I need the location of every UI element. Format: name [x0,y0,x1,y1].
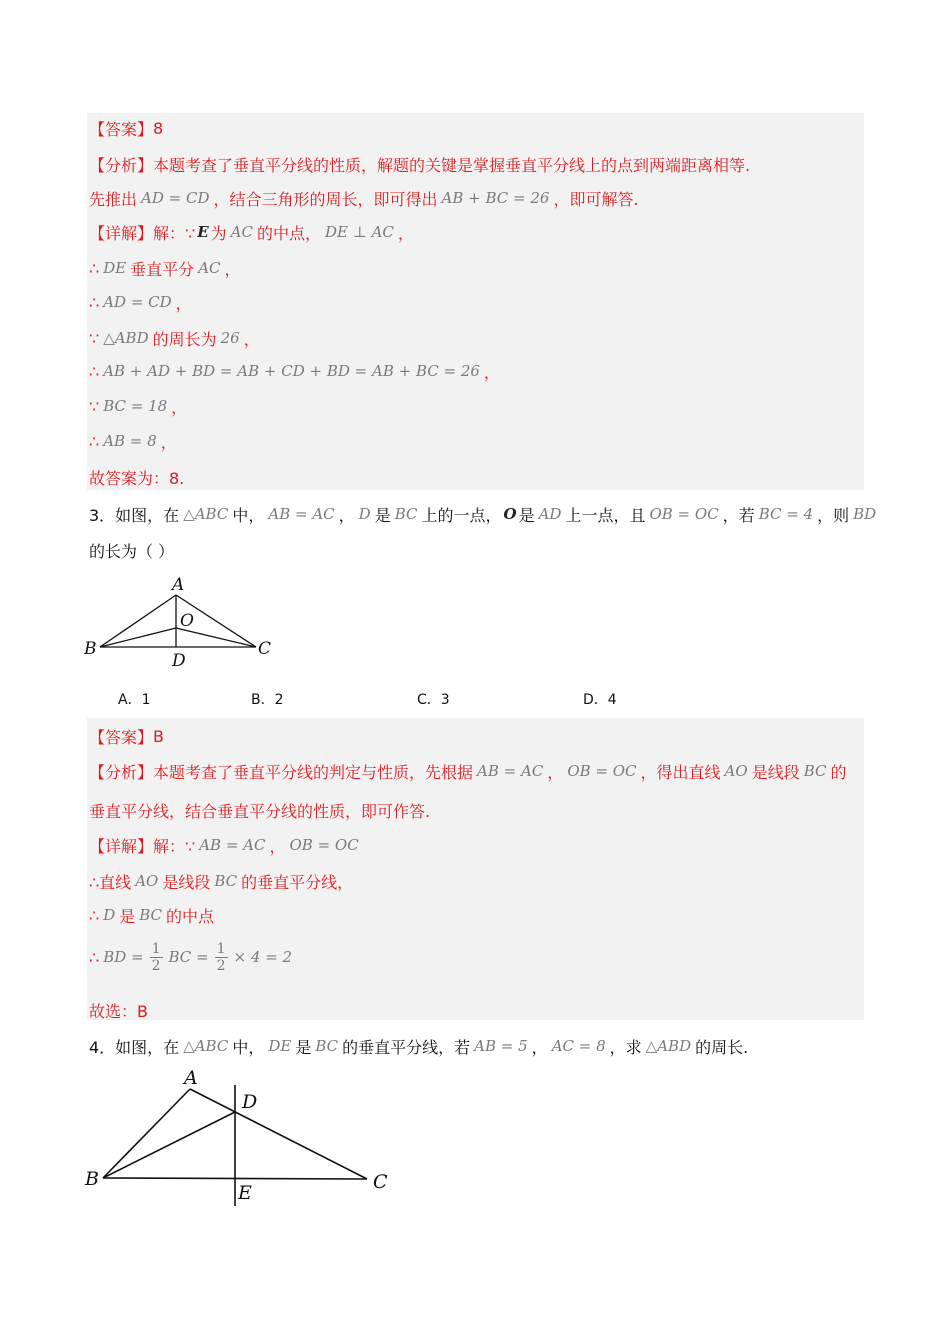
q3-triangle-figure [80,570,280,670]
text: 是 [518,505,535,525]
text: ， [243,329,260,349]
math-expression: BC = 4 [758,505,814,523]
math-expression: 26 [220,329,240,347]
math-expression: AB = AC [268,505,335,523]
q2-detail-step-5 [89,359,500,383]
math-expression: AB = AC [199,836,266,854]
math-expression: AB = 5 [474,1037,528,1055]
q3-detail-step-1 [89,833,363,857]
math-expression: AO [135,872,159,890]
text: 本题考查了垂直平分线的判定与性质，先根据 [153,762,474,782]
text: ∴ [89,905,100,925]
q2-detail-step-2 [89,256,241,280]
text: 的周长为 [152,329,217,349]
label-o: O [180,611,194,631]
text: ， [397,223,414,243]
option-a: A．1 [118,692,151,708]
text: 为 [210,223,227,243]
math-expression: AB = 8 [103,432,157,450]
math-expression: BD = [103,948,144,966]
math-expression: AO [724,762,748,780]
text: ∵ [89,328,100,348]
answer-value: B [153,726,164,746]
math-expression: OB = OC [567,762,637,780]
math-expression: E [197,223,209,241]
math-expression: O [503,505,517,523]
text: ， [531,1037,548,1057]
text: 是线段 [751,762,800,782]
q3-analysis-line-2 [89,798,430,822]
fraction-numerator: 1 [151,940,161,957]
text: 的中点 [166,906,215,926]
text: ∴ [89,947,100,967]
analysis-tag: 【分析】 [89,762,154,782]
math-expression: D [103,906,116,924]
text: ， [269,836,286,856]
fraction-denominator: 2 [216,957,226,974]
math-expression: × 4 = 2 [233,948,293,966]
text: 是 [374,505,391,525]
detail-tag: 【详解】 [89,223,154,243]
label-b: B [85,1168,99,1190]
fraction [215,941,228,974]
text: 上一点，且 [565,505,646,525]
math-expression: DE [268,1037,292,1055]
text: ， [175,293,192,313]
segment-ab [100,595,176,647]
math-expression: BC [214,872,238,890]
text: 中， [232,505,265,525]
analysis-tag: 【分析】 [89,155,154,175]
option-c: C．3 [417,692,450,708]
q3-detail-step-3 [89,903,214,927]
text: 垂直平分 [130,259,195,279]
text: 先推出 [89,189,138,209]
math-expression: BC [803,762,827,780]
text: ，若 [722,505,755,525]
option-b: B．2 [251,692,284,708]
text: 的垂直平分线，若 [342,1037,471,1057]
text: 上的一点， [421,505,502,525]
q4-stem-line [89,1034,748,1058]
q2-conclusion [89,465,184,489]
math-expression: BC = 18 [103,397,168,415]
text: ，即可解答. [553,189,639,209]
text: ∴ [89,431,100,451]
math-expression: AC [198,259,221,277]
text: ∴ [89,258,100,278]
text: 的长为（ ） [89,541,175,561]
q2-detail-step-6 [89,394,187,418]
option-d: D．4 [583,692,617,708]
text: ， [483,362,500,382]
q3-analysis-line [89,759,847,783]
fraction-denominator: 2 [151,957,161,974]
text: ，结合三角形的周长，即可得出 [213,189,438,209]
label-c: C [258,639,272,659]
text: ， [547,762,564,782]
text: 3．如图，在 [89,505,180,525]
text: 的 [830,762,847,782]
math-expression: AD = CD [103,293,172,311]
answer-tag: 【答案】 [89,727,154,747]
text: 的周长. [695,1037,749,1057]
text: ∴ [89,361,100,381]
math-expression: OB = OC [649,505,719,523]
q2-answer-line [89,116,163,140]
math-expression: BC = [168,948,209,966]
math-expression: D [358,505,371,523]
label-a: A [172,575,185,595]
text: 解：∵ [153,836,196,856]
math-expression: △ABC [183,1037,229,1055]
segment-bo [100,628,176,647]
q3-calculation-line [89,935,296,979]
text: ∴ [89,292,100,312]
text: 4．如图，在 [89,1037,180,1057]
text: ∴直线 [89,872,132,892]
text: 是 [295,1037,312,1057]
math-expression: OB = OC [289,836,359,854]
text: ，则 [817,505,850,525]
math-expression: AB = AC [477,762,544,780]
math-expression: AB + AD + BD = AB + CD + BD = AB + BC = 26 [103,362,480,380]
text: ， [171,397,188,417]
segment-bd [103,1112,235,1178]
q3-detail-step-2 [89,869,353,893]
q2-detail-step-3 [89,290,192,314]
math-expression: DE ⊥ AC [324,223,394,241]
q3-stem-line-2 [89,538,174,562]
q2-analysis-line [89,152,750,176]
label-a: A [184,1067,198,1089]
math-expression: DE [103,259,127,277]
math-expression: BD [853,505,877,523]
math-expression: BC [394,505,418,523]
text: ， [224,259,241,279]
text: ∵ [89,396,100,416]
q4-triangle-figure [80,1065,400,1215]
text: 故答案为：8. [89,468,185,488]
q2-analysis-line-2 [89,186,639,210]
segment-ac [190,1089,367,1179]
label-b: B [84,639,97,659]
q2-detail-step-7 [89,429,177,453]
math-expression: AD [538,505,562,523]
label-e: E [238,1182,252,1204]
text: ， [338,505,355,525]
text: ，得出直线 [640,762,721,782]
math-expression: AC [230,223,253,241]
q3-stem-line-1 [89,502,880,526]
analysis-text: 本题考查了垂直平分线的性质，解题的关键是掌握垂直平分线上的点到两端距离相等. [153,155,751,175]
text: 是线段 [162,872,211,892]
fraction [150,941,163,974]
label-c: C [373,1171,388,1193]
text: ，求 [609,1037,642,1057]
text: 是 [119,906,136,926]
math-expression: △ABC [183,505,229,523]
math-expression: △ABD [645,1037,692,1055]
fraction-numerator: 1 [216,940,226,957]
text: 垂直平分线，结合垂直平分线的性质，即可作答. [89,801,431,821]
q3-conclusion [89,998,148,1022]
q2-detail-step-1 [89,220,414,244]
segment-ab [103,1089,190,1178]
q3-answer-line [89,724,164,748]
text: 故选：B [89,1001,148,1021]
answer-value: 8 [153,118,164,138]
detail-tag: 【详解】 [89,836,154,856]
math-expression: AB + BC = 26 [441,189,550,207]
text: 解：∵ [153,223,196,243]
math-expression: △ABD [103,329,149,347]
text: 的中点， [256,223,321,243]
text: 的垂直平分线， [241,872,354,892]
math-expression: BC [139,906,163,924]
text: 中， [232,1037,265,1057]
math-expression: AC = 8 [551,1037,606,1055]
text: ， [160,432,177,452]
q2-detail-step-4 [89,326,260,350]
label-d: D [242,1091,258,1113]
label-d: D [172,651,186,670]
math-expression: AD = CD [141,189,210,207]
answer-tag: 【答案】 [89,119,154,139]
math-expression: BC [315,1037,339,1055]
